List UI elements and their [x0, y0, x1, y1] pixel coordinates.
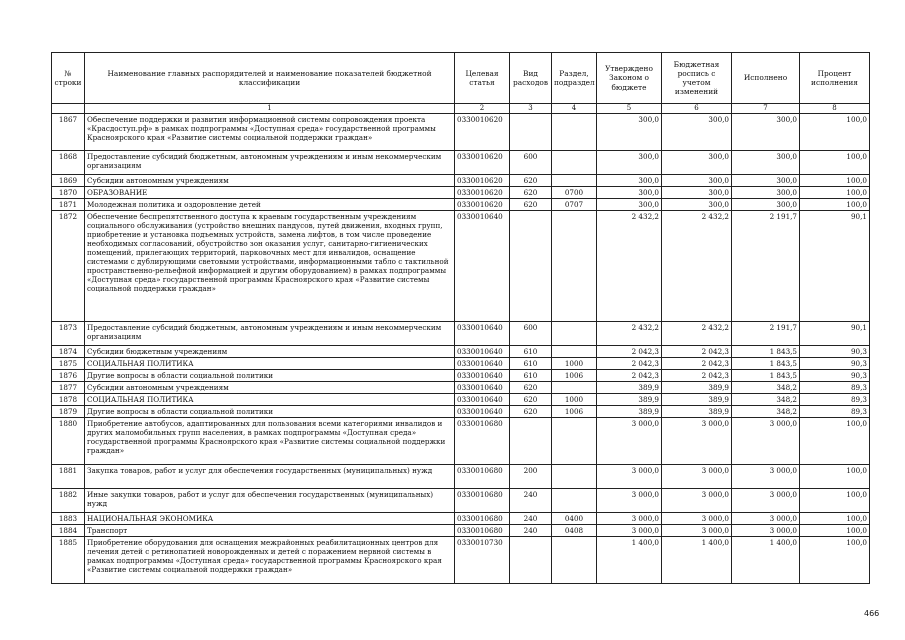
row-expense-kind: 620 [510, 381, 552, 393]
column-number: 4 [552, 104, 597, 114]
row-number: 1874 [52, 345, 85, 357]
row-number: 1881 [52, 464, 85, 488]
row-name: Предоставление субсидий бюджетным, автономным учреждениям и иным некоммерческим организациям [85, 321, 455, 345]
row-number: 1880 [52, 417, 85, 464]
table-row [52, 198, 870, 210]
row-executed: 1 843,5 [732, 345, 800, 357]
row-approved: 300,0 [597, 150, 662, 174]
table-row [52, 524, 870, 536]
row-target-article: 0330010640 [455, 381, 510, 393]
row-approved: 3 000,0 [597, 524, 662, 536]
row-approved: 2 042,3 [597, 357, 662, 369]
row-schedule: 2 042,3 [662, 345, 732, 357]
table-row [52, 369, 870, 381]
row-section: 0408 [552, 524, 597, 536]
row-name: ОБРАЗОВАНИЕ [85, 186, 455, 198]
row-percent: 90,1 [800, 321, 870, 345]
row-expense-kind: 240 [510, 524, 552, 536]
row-schedule: 300,0 [662, 174, 732, 186]
row-section: 1006 [552, 405, 597, 417]
row-name: Субсидии автономным учреждениям [85, 381, 455, 393]
row-name: Молодежная политика и оздоровление детей [85, 198, 455, 210]
row-name: НАЦИОНАЛЬНАЯ ЭКОНОМИКА [85, 512, 455, 524]
row-executed: 348,2 [732, 405, 800, 417]
row-section: 0707 [552, 198, 597, 210]
table-row [52, 186, 870, 198]
table-row [52, 393, 870, 405]
table-body [52, 113, 870, 583]
row-name: Субсидии бюджетным учреждениям [85, 345, 455, 357]
row-schedule: 2 432,2 [662, 321, 732, 345]
row-name: СОЦИАЛЬНАЯ ПОЛИТИКА [85, 357, 455, 369]
table-row [52, 381, 870, 393]
row-target-article: 0330010620 [455, 113, 510, 150]
row-schedule: 300,0 [662, 186, 732, 198]
row-approved: 2 042,3 [597, 369, 662, 381]
row-number: 1882 [52, 488, 85, 512]
row-target-article: 0330010680 [455, 512, 510, 524]
row-section [552, 536, 597, 583]
row-name: Другие вопросы в области социальной политики [85, 405, 455, 417]
row-section: 1000 [552, 393, 597, 405]
row-percent: 89,3 [800, 405, 870, 417]
row-executed: 300,0 [732, 186, 800, 198]
row-number: 1884 [52, 524, 85, 536]
row-section [552, 321, 597, 345]
row-percent: 100,0 [800, 113, 870, 150]
header-percent: Процент исполнения [800, 53, 870, 104]
row-target-article: 0330010730 [455, 536, 510, 583]
row-approved: 300,0 [597, 174, 662, 186]
table-row [52, 417, 870, 464]
row-percent: 100,0 [800, 524, 870, 536]
row-executed: 300,0 [732, 113, 800, 150]
row-approved: 389,9 [597, 393, 662, 405]
row-expense-kind [510, 113, 552, 150]
row-schedule: 3 000,0 [662, 417, 732, 464]
row-schedule: 3 000,0 [662, 464, 732, 488]
row-expense-kind: 620 [510, 174, 552, 186]
row-section: 1006 [552, 369, 597, 381]
row-expense-kind: 620 [510, 393, 552, 405]
row-target-article: 0330010680 [455, 524, 510, 536]
row-section: 1000 [552, 357, 597, 369]
row-expense-kind [510, 536, 552, 583]
row-executed: 1 843,5 [732, 369, 800, 381]
header-expense-kind: Вид расходов [510, 53, 552, 104]
row-section [552, 113, 597, 150]
row-percent: 100,0 [800, 536, 870, 583]
row-schedule: 389,9 [662, 405, 732, 417]
row-executed: 300,0 [732, 174, 800, 186]
row-number: 1873 [52, 321, 85, 345]
table-row [52, 405, 870, 417]
row-number: 1872 [52, 210, 85, 321]
row-approved: 3 000,0 [597, 512, 662, 524]
row-name: Обеспечение поддержки и развития информационной системы сопровождения проекта «Красдоступ.рф» в рамках подпрограммы «Доступная среда» государственной программы Красноярского края «Развитие системы социальной поддержки граждан» [85, 113, 455, 150]
header-executed: Исполнено [732, 53, 800, 104]
row-expense-kind [510, 210, 552, 321]
row-schedule: 2 042,3 [662, 357, 732, 369]
row-target-article: 0330010640 [455, 321, 510, 345]
budget-execution-table [51, 52, 870, 584]
row-approved: 2 042,3 [597, 345, 662, 357]
row-target-article: 0330010640 [455, 369, 510, 381]
row-executed: 2 191,7 [732, 210, 800, 321]
row-number: 1875 [52, 357, 85, 369]
row-executed: 300,0 [732, 198, 800, 210]
row-expense-kind: 240 [510, 512, 552, 524]
row-percent: 90,3 [800, 357, 870, 369]
row-schedule: 300,0 [662, 150, 732, 174]
row-number: 1868 [52, 150, 85, 174]
row-section: 0400 [552, 512, 597, 524]
row-expense-kind: 610 [510, 369, 552, 381]
row-expense-kind: 600 [510, 321, 552, 345]
column-number: 7 [732, 104, 800, 114]
row-section: 0700 [552, 186, 597, 198]
row-expense-kind: 600 [510, 150, 552, 174]
row-target-article: 0330010620 [455, 150, 510, 174]
row-name: Приобретение оборудования для оснащения межрайонных реабилитационных центров для лечения детей с ретинопатией новорожденных и детей с поражением нервной системы в рамках подпрограммы «Доступная среда» государственной программы Красноярского края «Развитие системы социальной поддержки граждан» [85, 536, 455, 583]
column-number: 3 [510, 104, 552, 114]
row-name: Предоставление субсидий бюджетным, автономным учреждениям и иным некоммерческим организациям [85, 150, 455, 174]
row-percent: 90,1 [800, 210, 870, 321]
row-expense-kind: 200 [510, 464, 552, 488]
row-approved: 389,9 [597, 381, 662, 393]
row-number: 1871 [52, 198, 85, 210]
table-row [52, 512, 870, 524]
row-section [552, 488, 597, 512]
row-target-article: 0330010620 [455, 174, 510, 186]
row-schedule: 2 432,2 [662, 210, 732, 321]
row-section [552, 417, 597, 464]
row-percent: 100,0 [800, 464, 870, 488]
row-number: 1877 [52, 381, 85, 393]
row-percent: 100,0 [800, 150, 870, 174]
table-row [52, 464, 870, 488]
header-name: Наименование главных распорядителей и наименование показателей бюджетной классификации [85, 53, 455, 104]
row-name: СОЦИАЛЬНАЯ ПОЛИТИКА [85, 393, 455, 405]
table-row [52, 357, 870, 369]
row-number: 1878 [52, 393, 85, 405]
column-number [52, 104, 85, 114]
table-row [52, 536, 870, 583]
row-name: Субсидии автономным учреждениям [85, 174, 455, 186]
row-executed: 3 000,0 [732, 488, 800, 512]
row-executed: 348,2 [732, 393, 800, 405]
row-schedule: 3 000,0 [662, 524, 732, 536]
row-approved: 3 000,0 [597, 464, 662, 488]
table-row [52, 150, 870, 174]
row-expense-kind: 610 [510, 345, 552, 357]
row-expense-kind: 240 [510, 488, 552, 512]
row-section [552, 150, 597, 174]
row-approved: 389,9 [597, 405, 662, 417]
row-target-article: 0330010640 [455, 405, 510, 417]
row-approved: 2 432,2 [597, 210, 662, 321]
row-target-article: 0330010640 [455, 393, 510, 405]
row-percent: 100,0 [800, 512, 870, 524]
row-section [552, 381, 597, 393]
row-number: 1869 [52, 174, 85, 186]
column-number-row [52, 104, 870, 114]
column-number: 2 [455, 104, 510, 114]
table-row [52, 321, 870, 345]
page-number: 466 [864, 609, 880, 618]
row-executed: 348,2 [732, 381, 800, 393]
row-target-article: 0330010680 [455, 417, 510, 464]
row-name: Приобретение автобусов, адаптированных для пользования всеми категориями инвалидов и других маломобильных групп населения, в рамках подпрограммы «Доступная среда» государственной программы Красноярского края «Развитие системы социальной поддержки граждан» [85, 417, 455, 464]
row-schedule: 300,0 [662, 113, 732, 150]
row-percent: 100,0 [800, 488, 870, 512]
table-row [52, 174, 870, 186]
row-expense-kind: 620 [510, 405, 552, 417]
row-name: Обеспечение беспрепятственного доступа к краевым государственным учреждениям социального обслуживания (устройство внешних пандусов, путей движения, входных групп, приобретение и установка подъемных устройств, замена лифтов, в том числе проведение необходимых согласований, обустройство зон оказания услуг, санитарно-гигиенических помещений, прилегающих территорий, парковочных мест для инвалидов, оснащение системами с дублирующими световыми устройствами, информационными табло с тактильной пространственно-рельефной информацией и другим оборудованием) в рамках подпрограммы «Доступная среда» государственной программы Красноярского края «Развитие системы социальной поддержки граждан» [85, 210, 455, 321]
row-number: 1883 [52, 512, 85, 524]
header-row-number: № строки [52, 53, 85, 104]
row-name: Иные закупки товаров, работ и услуг для обеспечения государственных (муниципальных) нужд [85, 488, 455, 512]
row-number: 1867 [52, 113, 85, 150]
row-section [552, 210, 597, 321]
row-percent: 89,3 [800, 381, 870, 393]
row-executed: 300,0 [732, 150, 800, 174]
table-row [52, 345, 870, 357]
row-expense-kind: 620 [510, 186, 552, 198]
row-executed: 2 191,7 [732, 321, 800, 345]
row-executed: 3 000,0 [732, 512, 800, 524]
row-approved: 300,0 [597, 186, 662, 198]
column-number: 8 [800, 104, 870, 114]
row-executed: 3 000,0 [732, 464, 800, 488]
table-row [52, 210, 870, 321]
row-name: Другие вопросы в области социальной политики [85, 369, 455, 381]
row-target-article: 0330010680 [455, 488, 510, 512]
table-row [52, 113, 870, 150]
row-percent: 100,0 [800, 186, 870, 198]
row-percent: 100,0 [800, 198, 870, 210]
row-target-article: 0330010640 [455, 210, 510, 321]
row-name: Транспорт [85, 524, 455, 536]
row-number: 1870 [52, 186, 85, 198]
row-schedule: 389,9 [662, 381, 732, 393]
row-target-article: 0330010640 [455, 345, 510, 357]
row-executed: 1 843,5 [732, 357, 800, 369]
row-schedule: 389,9 [662, 393, 732, 405]
row-expense-kind: 610 [510, 357, 552, 369]
header-schedule: Бюджетная роспись с учетом изменений [662, 53, 732, 104]
row-approved: 2 432,2 [597, 321, 662, 345]
row-schedule: 3 000,0 [662, 488, 732, 512]
row-percent: 100,0 [800, 417, 870, 464]
row-target-article: 0330010620 [455, 186, 510, 198]
row-schedule: 300,0 [662, 198, 732, 210]
row-percent: 89,3 [800, 393, 870, 405]
row-section [552, 174, 597, 186]
row-executed: 3 000,0 [732, 524, 800, 536]
row-percent: 100,0 [800, 174, 870, 186]
row-expense-kind [510, 417, 552, 464]
row-target-article: 0330010620 [455, 198, 510, 210]
row-expense-kind: 620 [510, 198, 552, 210]
column-number: 1 [85, 104, 455, 114]
row-percent: 90,3 [800, 345, 870, 357]
row-schedule: 3 000,0 [662, 512, 732, 524]
row-approved: 3 000,0 [597, 417, 662, 464]
row-section [552, 464, 597, 488]
row-executed: 3 000,0 [732, 417, 800, 464]
row-percent: 90,3 [800, 369, 870, 381]
header-section: Раздел, подраздел [552, 53, 597, 104]
row-approved: 300,0 [597, 198, 662, 210]
column-number: 6 [662, 104, 732, 114]
row-number: 1879 [52, 405, 85, 417]
row-executed: 1 400,0 [732, 536, 800, 583]
header-row [52, 53, 870, 104]
header-approved: Утверждено Законом о бюджете [597, 53, 662, 104]
row-target-article: 0330010680 [455, 464, 510, 488]
row-section [552, 345, 597, 357]
column-number: 5 [597, 104, 662, 114]
row-number: 1885 [52, 536, 85, 583]
row-target-article: 0330010640 [455, 357, 510, 369]
row-name: Закупка товаров, работ и услуг для обеспечения государственных (муниципальных) нужд [85, 464, 455, 488]
table-row [52, 488, 870, 512]
row-approved: 3 000,0 [597, 488, 662, 512]
row-number: 1876 [52, 369, 85, 381]
row-schedule: 1 400,0 [662, 536, 732, 583]
row-approved: 300,0 [597, 113, 662, 150]
header-target-article: Целевая статья [455, 53, 510, 104]
row-schedule: 2 042,3 [662, 369, 732, 381]
row-approved: 1 400,0 [597, 536, 662, 583]
